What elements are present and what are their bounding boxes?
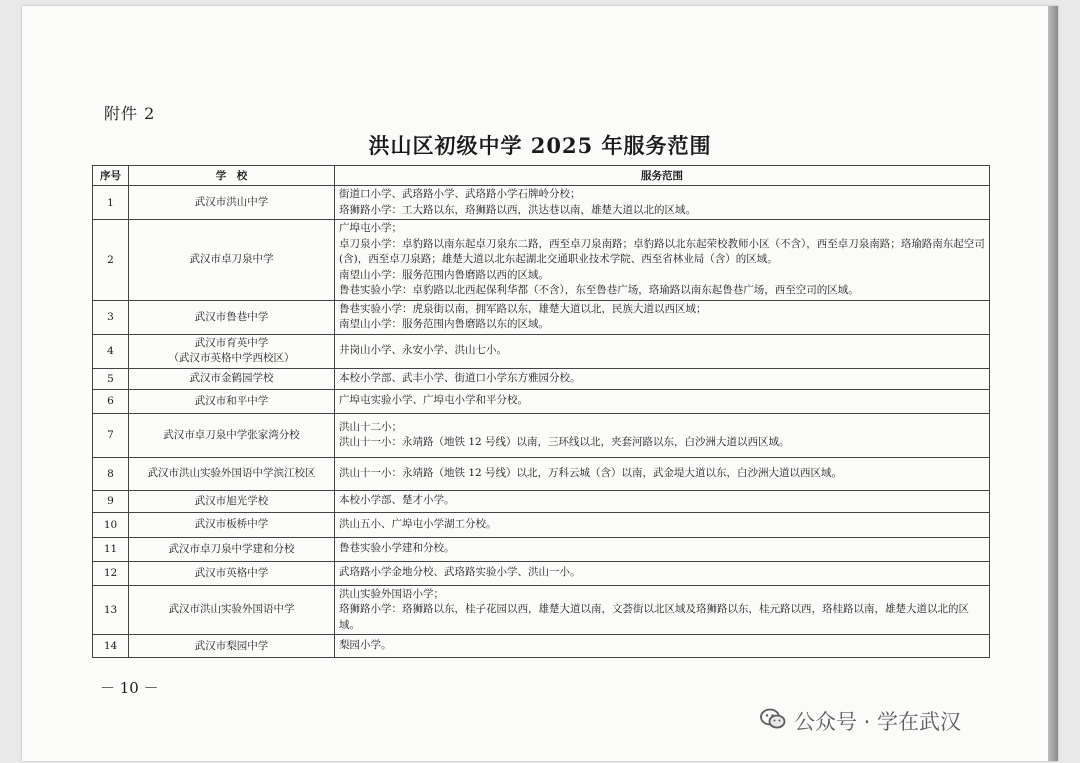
school-cell (129, 334, 335, 368)
scope-cell (335, 635, 990, 658)
wechat-icon (760, 708, 786, 735)
scope-cell (335, 561, 990, 585)
scope-line: 本校小学部、楚才小学。 (339, 494, 455, 507)
school-name: 武汉市鲁巷中学 (194, 310, 269, 323)
watermark-text: 公众号 · 学在武汉 (794, 710, 962, 734)
scope-cell (335, 300, 990, 334)
school-cell (129, 413, 335, 457)
school-cell (129, 490, 335, 512)
row-number: 8 (93, 457, 129, 490)
scope-line: 洪山十二小； (339, 420, 402, 433)
scope-line: 洪山十一小：永靖路（地铁 12 号线）以北，万科云城（含）以南，武金堤大道以东，白沙洲大道以西区域。 (339, 466, 843, 479)
table-row (93, 561, 990, 585)
row-number: 9 (93, 490, 129, 512)
table-row (93, 635, 990, 658)
table-row (93, 186, 990, 220)
scope-cell (335, 585, 990, 635)
school-cell (129, 389, 335, 413)
row-number: 11 (93, 537, 129, 561)
scope-cell (335, 537, 990, 561)
scope-line: 卓刀泉小学：卓豹路以南东起卓刀泉东二路，西至卓刀泉南路；卓豹路以北东起荣校教师小区（不含），西至卓刀泉南路；珞瑜路南东起空司(含)，西至卓刀泉路；雄楚大道以北东起湖北交通职业技术学院、西至省林业局（含）的区域。 (339, 237, 985, 265)
row-number: 1 (93, 186, 129, 220)
scope-cell (335, 389, 990, 413)
scope-line: 珞狮路小学：珞狮路以东，桂子花园以西，雄楚大道以南，文荟街以北区域及珞狮路以东，桂元路以西，珞桂路以南，雄楚大道以北的区域。 (339, 603, 969, 631)
scope-line: 广埠屯实验小学、广埠屯小学和平分校。 (339, 394, 528, 407)
school-cell (129, 186, 335, 220)
table-row (93, 413, 990, 457)
school-name: 武汉市梨园中学 (194, 639, 269, 652)
school-cell (129, 635, 335, 658)
scope-line: 武珞路小学金地分校、武珞路实验小学、洪山一小。 (339, 566, 581, 579)
scope-line: 鲁巷实验小学：卓豹路以北西起保利华都（不含），东至鲁巷广场，珞瑜路以南东起鲁巷广场，西至空司的区域。 (339, 284, 859, 296)
attachment-label: 附件 2 (104, 104, 156, 123)
document-title: 洪山区初级中学 2025 年服务范围 (368, 133, 712, 158)
school-name: 武汉市旭光学校 (194, 494, 269, 507)
row-number: 12 (93, 561, 129, 585)
table-row (93, 368, 990, 389)
table-row (93, 585, 990, 635)
row-number: 10 (93, 512, 129, 537)
school-cell (129, 585, 335, 635)
scope-line: 南望山小学：服务范围内鲁磨路以东的区域。 (339, 318, 549, 330)
school-name: 武汉市卓刀泉中学建和分校 (168, 542, 295, 555)
school-name: （武汉市英格中学西校区） (168, 352, 295, 364)
school-name: 武汉市卓刀泉中学 (189, 253, 274, 266)
scope-line: 洪山实验外国语小学； (339, 587, 444, 600)
header-no: 序号 (93, 166, 129, 186)
row-number: 7 (93, 413, 129, 457)
watermark (760, 706, 961, 736)
service-scope-table (92, 165, 990, 658)
scope-line: 街道口小学、武珞路小学、武珞路小学石牌岭分校； (339, 188, 581, 200)
school-name: 武汉市洪山实验外国语中学 (168, 603, 295, 616)
scope-cell (335, 220, 990, 301)
school-cell (129, 537, 335, 561)
school-name: 武汉市洪山中学 (194, 196, 269, 208)
table-row (93, 389, 990, 413)
scope-line: 本校小学部、武丰小学、街道口小学东方雅园分校。 (339, 371, 581, 384)
header-school: 学 校 (129, 166, 335, 186)
scope-line: 广埠屯小学； (339, 222, 402, 234)
scope-line: 珞狮路小学：工大路以东，珞狮路以西，洪达巷以南，雄楚大道以北的区域。 (339, 203, 696, 216)
scope-line: 南望山小学：服务范围内鲁磨路以西的区域。 (339, 268, 549, 281)
table-row (93, 334, 990, 368)
row-number: 4 (93, 334, 129, 368)
table-row (93, 300, 990, 334)
school-cell (129, 512, 335, 537)
scope-line: 鲁巷实验小学：虎泉街以南，拥军路以东，雄楚大道以北，民族大道以西区域； (339, 302, 707, 315)
row-number: 5 (93, 368, 129, 389)
school-name: 武汉市育英中学 (194, 337, 269, 349)
table-row (93, 537, 990, 561)
school-cell (129, 220, 335, 301)
school-cell (129, 300, 335, 334)
table-row (93, 512, 990, 537)
scope-cell (335, 368, 990, 389)
scope-cell (335, 490, 990, 512)
scope-cell (335, 334, 990, 368)
school-name: 武汉市板桥中学 (194, 518, 269, 530)
scope-cell (335, 413, 990, 457)
school-name: 武汉市金鹤园学校 (189, 372, 274, 384)
school-cell (129, 368, 335, 389)
school-name: 武汉市洪山实验外国语中学滨江校区 (147, 467, 316, 479)
school-name: 武汉市卓刀泉中学张家湾分校 (163, 428, 300, 441)
table-row (93, 457, 990, 490)
scope-line: 梨园小学。 (339, 639, 392, 652)
school-cell (129, 457, 335, 490)
row-number: 13 (93, 585, 129, 635)
row-number: 3 (93, 300, 129, 334)
table-header-row (93, 166, 990, 186)
row-number: 2 (93, 220, 129, 301)
scope-cell (335, 457, 990, 490)
scan-edge-shadow (1048, 6, 1058, 761)
table-row (93, 490, 990, 512)
scope-cell (335, 512, 990, 537)
row-number: 6 (93, 389, 129, 413)
scope-cell (335, 186, 990, 220)
row-number: 14 (93, 635, 129, 658)
school-cell (129, 561, 335, 585)
header-scope: 服务范围 (335, 166, 990, 186)
school-name: 武汉市和平中学 (194, 394, 269, 407)
page-number: － 10 － (100, 679, 159, 697)
table-row (93, 220, 990, 301)
scope-line: 鲁巷实验小学建和分校。 (339, 542, 455, 555)
school-name: 武汉市英格中学 (194, 566, 269, 579)
scope-line: 洪山十一小：永靖路（地铁 12 号线）以南，三环线以北，夹套河路以东，白沙洲大道以西区域。 (339, 436, 790, 448)
scope-line: 洪山五小、广埠屯小学湖工分校。 (339, 517, 497, 530)
scope-line: 井岗山小学、永安小学、洪山七小。 (339, 344, 507, 357)
